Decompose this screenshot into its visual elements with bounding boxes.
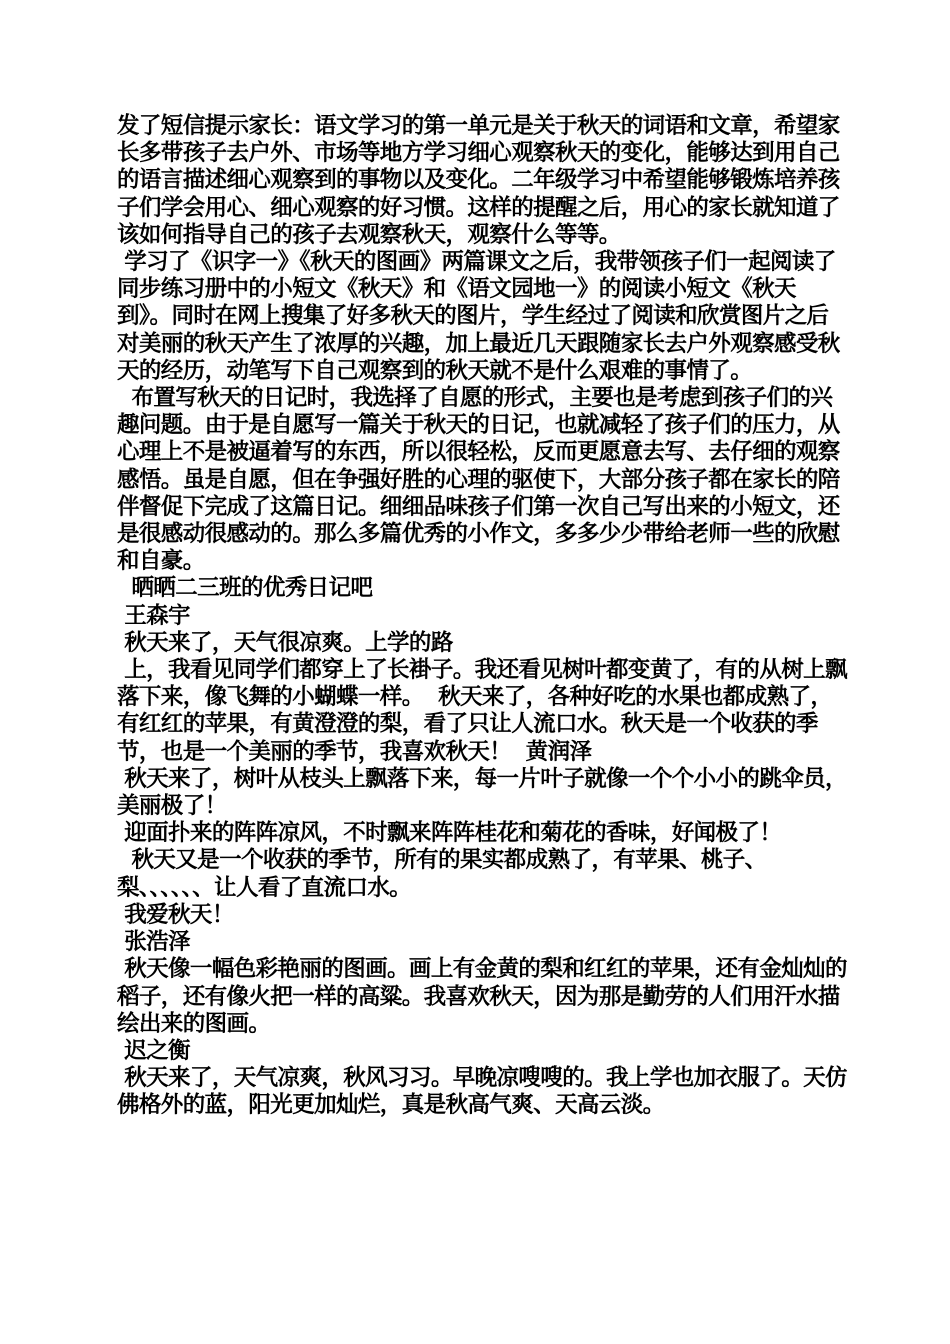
- author-name: 迟之衡: [117, 1037, 190, 1064]
- diary-paragraph: 秋天又是一个收获的季节，所有的果实都成熟了，有苹果、桃子、梨、、、、、、让人看了直流口水。: [117, 847, 767, 901]
- diary-paragraph: 秋天来了，天气凉爽，秋风习习。早晚凉嗖嗖的。我上学也加衣服了。天仿佛格外的蓝，阳光更加灿烂，真是秋高气爽、天高云淡。: [117, 1065, 847, 1119]
- diary-paragraph: 迎面扑来的阵阵凉风，不时飘来阵阵桂花和菊花的香味，好闻极了！: [117, 820, 782, 847]
- diary-paragraph: 上，我看见同学们都穿上了长褂子。我还看见树叶都变黄了，有的从树上飘落下来，像飞舞的小蝴蝶一样。 秋天来了，各种好吃的水果也都成熟了，有红红的苹果，有黄澄澄的梨，看了只让人流口水。秋天是一个收获的季节，也是一个美丽的季节，我喜欢秋天！ 黄润泽: [117, 657, 847, 765]
- diary-paragraph: 秋天来了，树叶从枝头上飘落下来，每一片叶子就像一个个小小的跳伞员，美丽极了！: [117, 765, 847, 820]
- diary-line: 秋天来了，天气很凉爽。上学的路: [117, 629, 453, 656]
- paragraph-intro: 发了短信提示家长：语文学习的第一单元是关于秋天的词语和文章，希望家长多带孩子去户外、市场等地方学习细心观察秋天的变化，能够达到用自己的语言描述细心观察到的事物以及变化。二年级学习中希望能够锻炼培养孩子们学会用心、细心观察的好习惯。这样的提醒之后，用心的家长就知道了该如何指导自己的孩子去观察秋天，观察什么等等。: [117, 113, 840, 248]
- paragraph-lessons: 学习了《识字一》《秋天的图画》两篇课文之后，我带领孩子们一起阅读了同步练习册中的小短文《秋天》和《语文园地一》的阅读小短文《秋天到》。同时在网上搜集了好多秋天的图片，学生经过了阅读和欣赏图片之后对美丽的秋天产生了浓厚的兴趣，加上最近几天跟随家长去户外观察感受秋天的经历，动笔写下自己观察到的秋天就不是什么艰难的事情了。: [117, 249, 840, 384]
- diary-title: 我爱秋天！: [117, 901, 234, 928]
- author-name: 王森宇: [117, 602, 190, 629]
- document-page: [117, 113, 847, 1120]
- diary-paragraph: 秋天像一幅色彩艳丽的图画。画上有金黄的梨和红红的苹果，还有金灿灿的稻子，还有像火把一样的高粱。我喜欢秋天，因为那是勤劳的人们用汗水描绘出来的图画。: [117, 956, 847, 1037]
- paragraph-diary-assignment: 布置写秋天的日记时，我选择了自愿的形式，主要也是考虑到孩子们的兴趣问题。由于是自愿写一篇关于秋天的日记，也就减轻了孩子们的压力，从心理上不是被逼着写的东西，所以很轻松，反而更愿意去写、去仔细的观察感悟。虽是自愿，但在争强好胜的心理的驱使下，大部分孩子都在家长的陪伴督促下完成了这篇日记。细细品味孩子们第一次自己写出来的小短文，还是很感动很感动的。那么多篇优秀的小作文，多多少少带给老师一些的欣慰和自豪。: [117, 385, 840, 575]
- author-name: 张浩泽: [117, 929, 190, 956]
- section-heading: 晒晒二三班的优秀日记吧: [117, 575, 373, 602]
